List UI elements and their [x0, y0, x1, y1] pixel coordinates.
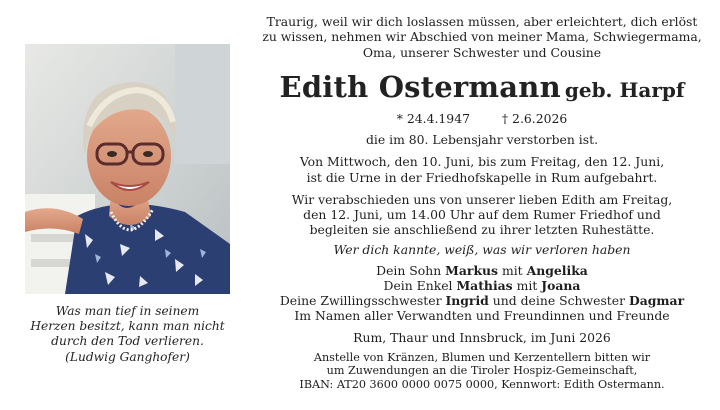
donation-notice	[250, 351, 714, 392]
mourners-list	[250, 263, 714, 324]
donation-line: um Zuwendungen an die Tiroler Hospiz-Gemeinschaft,	[326, 364, 638, 378]
quote-line: Was man tief in seinem	[55, 304, 200, 318]
mourner-others: Im Namen aller Verwandten und Freundinnen und Freunde	[294, 308, 670, 324]
intro-text	[250, 14, 714, 60]
deceased-name-row	[250, 70, 714, 109]
ganghofer-quote	[25, 304, 230, 365]
place-date: Rum, Thaur und Innsbruck, im Juni 2026	[353, 330, 611, 346]
farewell-notice	[250, 192, 714, 238]
motto: Wer dich kannte, weiß, was wir verloren haben	[333, 242, 631, 258]
urn-line: Von Mittwoch, den 10. Juni, bis zum Freitag, den 12. Juni,	[299, 154, 665, 170]
mourner-son: Dein Sohn Markus mit Angelika	[376, 262, 588, 278]
life-dates	[250, 111, 714, 127]
birth-date: * 24.4.1947	[396, 111, 470, 127]
quote-line: Herzen besitzt, kann man nicht	[30, 319, 225, 334]
mourner-grandson: Dein Enkel Mathias mit Joana	[383, 277, 581, 293]
donation-line: Anstelle von Kränzen, Blumen und Kerzentellern bitten wir	[313, 350, 651, 364]
quote-author: (Ludwig Ganghofer)	[65, 349, 190, 364]
mourner-sisters: Deine Zwillingsschwester Ingrid und deine Schwester Dagmar	[279, 293, 685, 309]
urn-notice	[250, 154, 714, 184]
maiden-name: geb. Harpf	[564, 78, 685, 103]
portrait-image	[25, 44, 230, 294]
urn-line: ist die Urne in der Friedhofskapelle in Rum aufgebahrt.	[306, 169, 658, 185]
farewell-line: den 12. Juni, um 14.00 Uhr auf dem Rumer Friedhof und	[303, 207, 661, 223]
deceased-name: Edith Ostermann	[279, 70, 561, 105]
death-date: † 2.6.2026	[501, 111, 568, 127]
intro-line: Traurig, weil wir dich loslassen müssen, aber erleichtert, dich erlöst	[266, 14, 698, 29]
portrait-photo	[25, 44, 230, 294]
obituary-text	[250, 14, 714, 391]
age-line: die im 80. Lebensjahr verstorben ist.	[365, 132, 599, 148]
farewell-line: begleiten sie anschließend zu ihrer letzten Ruhestätte.	[309, 222, 655, 238]
donation-line: IBAN: AT20 3600 0000 0075 0000, Kennwort: Edith Ostermann.	[299, 377, 665, 391]
intro-line: Oma, unserer Schwester und Cousine	[362, 44, 602, 60]
intro-line: zu wissen, nehmen wir Abschied von meiner Mama, Schwiegermama,	[262, 29, 702, 45]
quote-line: durch den Tod verlieren.	[51, 334, 204, 349]
farewell-line: Wir verabschieden uns von unserer lieben Edith am Freitag,	[291, 191, 673, 207]
